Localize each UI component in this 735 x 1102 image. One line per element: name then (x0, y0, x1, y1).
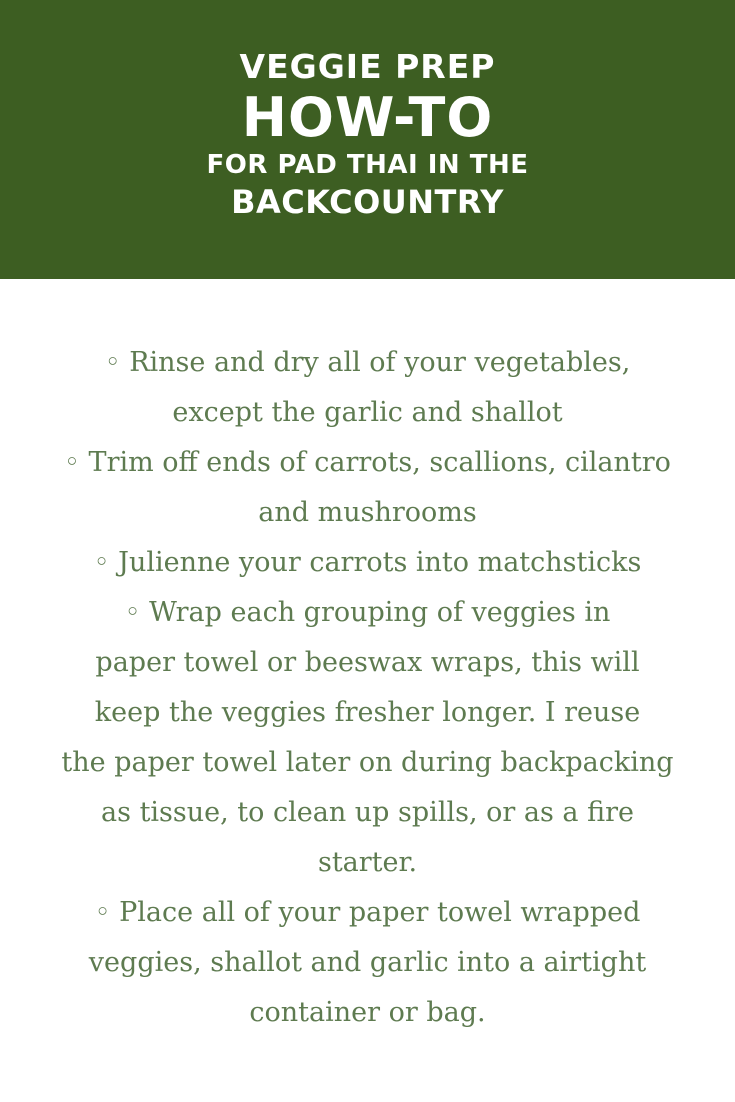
instruction-line: as tissue, to clean up spills, or as a fire (101, 797, 634, 828)
instruction-line: container or bag. (249, 997, 486, 1028)
instruction-line: the paper towel later on during backpacking (61, 747, 674, 778)
instruction-line: ◦ Place all of your paper towel wrapped (94, 897, 641, 928)
title-line-1: VEGGIE PREP (239, 47, 496, 86)
title-banner (0, 0, 735, 279)
instruction-line: keep the veggies fresher longer. I reuse (94, 697, 641, 728)
instruction-line: starter. (317, 847, 418, 878)
instruction-line: ◦ Julienne your carrots into matchsticks (93, 547, 642, 578)
instruction-line: veggies, shallot and garlic into a airtight (88, 947, 647, 978)
title-line-4: BACKCOUNTRY (231, 183, 504, 221)
instruction-line: ◦ Wrap each grouping of veggies in (124, 597, 611, 628)
instruction-line: paper towel or beeswax wraps, this will (95, 647, 640, 678)
title-line-3: FOR PAD THAI IN THE (206, 150, 529, 180)
instruction-line: and mushrooms (258, 497, 477, 528)
instructions-text (30, 338, 705, 1038)
instruction-line: except the garlic and shallot (172, 397, 563, 428)
instruction-line: ◦ Trim off ends of carrots, scallions, cilantro (64, 447, 671, 478)
title-block (0, 46, 735, 222)
instruction-line: ◦ Rinse and dry all of your vegetables, (104, 347, 631, 378)
title-line-2: HOW-TO (241, 86, 494, 149)
